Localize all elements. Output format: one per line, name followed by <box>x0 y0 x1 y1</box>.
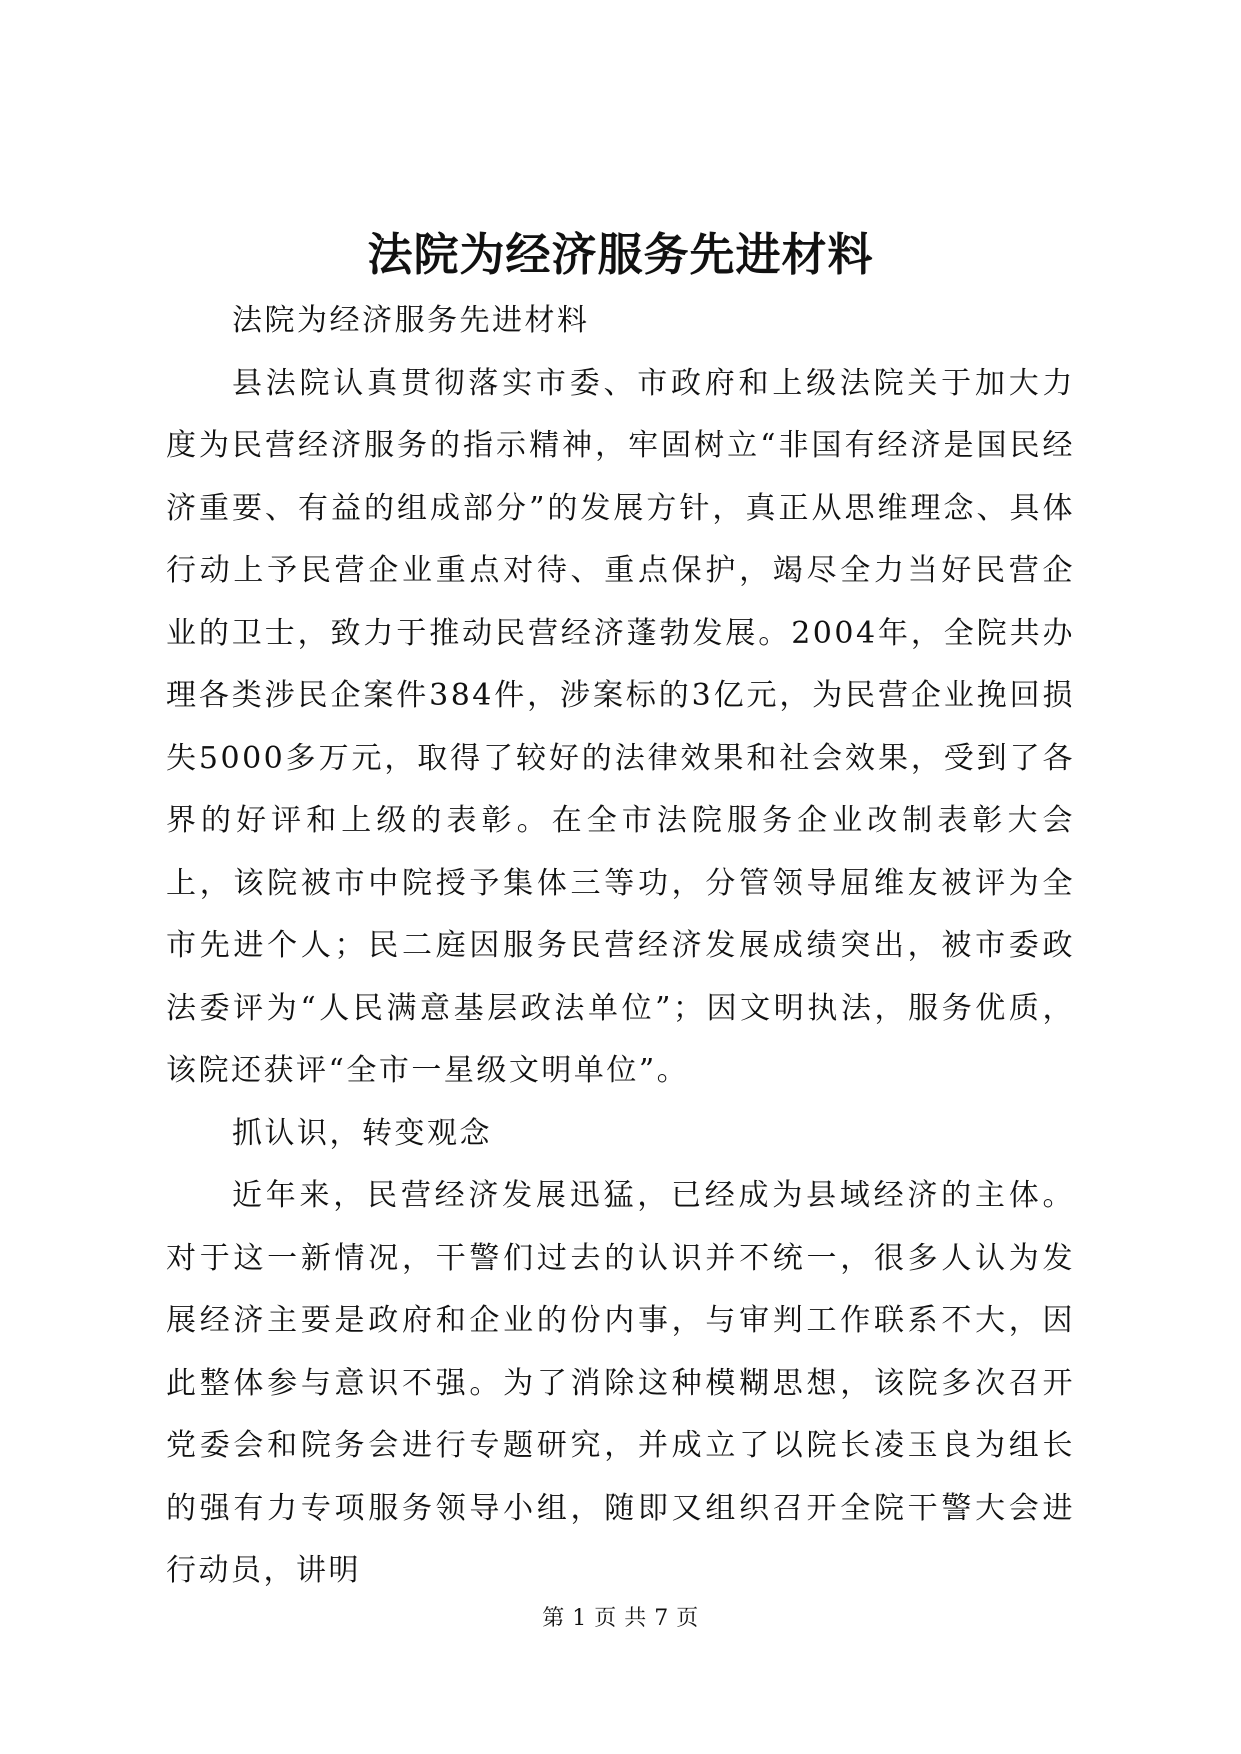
paragraph-section-body: 近年来，民营经济发展迅猛，已经成为县域经济的主体。对于这一新情况，干警们过去的认识并不统一，很多人认为发展经济主要是政府和企业的份内事，与审判工作联系不大，因此整体参与意识不强。为了消除这种模糊思想，该院多次召开党委会和院务会进行专题研究，并成立了以院长凌玉良为组长的强有力专项服务领导小组，随即又组织召开全院干警大会进行动员，讲明 <box>166 1178 1075 1588</box>
document-body <box>166 290 1075 1603</box>
paragraph-section-heading: 抓认识，转变观念 <box>232 1115 492 1151</box>
page-footer: 第 1 页 共 7 页 <box>542 1606 699 1631</box>
document-title: 法院为经济服务先进材料 <box>367 228 874 281</box>
paragraph-intro: 县法院认真贯彻落实市委、市政府和上级法院关于加大力度为民营经济服务的指示精神，牢固树立“非国有经济是国民经济重要、有益的组成部分”的发展方针，真正从思维理念、具体行动上予民营企业重点对待、重点保护，竭尽全力当好民营企业的卫士，致力于推动民营经济蓬勃发展。2004年，全院共办理各类涉民企案件384件，涉案标的3亿元，为民营企业挽回损失5000多万元，取得了较好的法律效果和社会效果，受到了各界的好评和上级的表彰。在全市法院服务企业改制表彰大会上，该院被市中院授予集体三等功，分管领导屈维友被评为全市先进个人；民二庭因服务民营经济发展成绩突出，被市委政法委评为“人民满意基层政法单位”；因文明执法，服务优质，该院还获评“全市一星级文明单位”。 <box>166 365 1075 1088</box>
paragraph-subtitle: 法院为经济服务先进材料 <box>232 303 590 338</box>
